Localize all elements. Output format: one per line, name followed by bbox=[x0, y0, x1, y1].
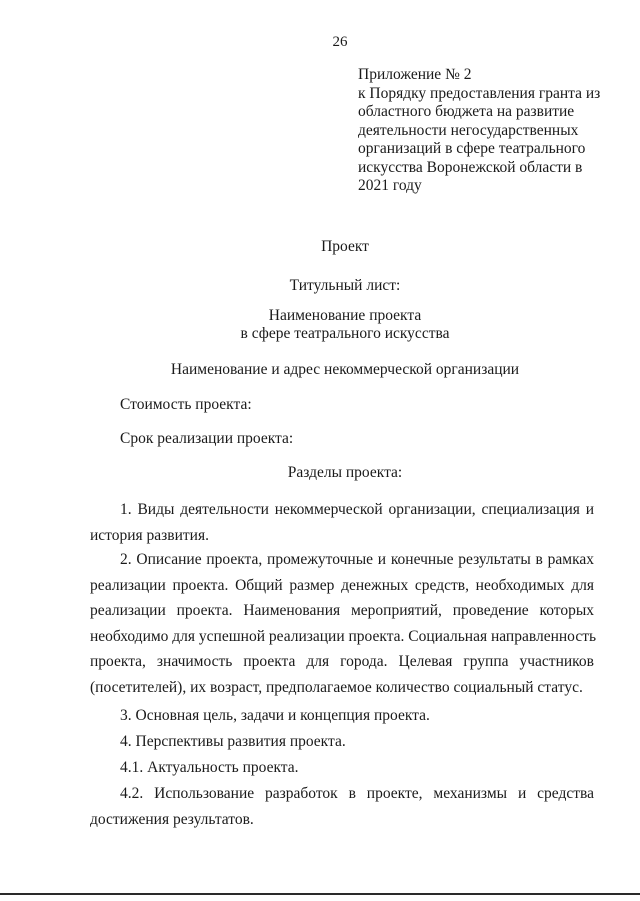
section-line: 4. Перспективы развития проекта. bbox=[120, 733, 346, 750]
section-line: (посетителей), их возраст, предполагаемое количество социальный статус. bbox=[90, 678, 583, 696]
annex-line: Приложение № 2 bbox=[358, 66, 472, 83]
section-1 bbox=[90, 497, 594, 548]
sections-heading: Разделы проекта: bbox=[287, 464, 403, 481]
section-4 bbox=[90, 729, 594, 755]
section-line: реализации проекта. Наименования мероприятий, проведение которых bbox=[90, 602, 594, 619]
scan-edge-line bbox=[0, 893, 640, 895]
section-2 bbox=[90, 547, 597, 700]
annex-line: искусства Воронежской области в bbox=[358, 158, 583, 176]
section-line: 2. Описание проекта, промежуточные и конечные результаты в рамках bbox=[120, 551, 594, 568]
project-name-line2: в сфере театрального искусства bbox=[240, 325, 450, 342]
section-line: 4.2. Использование разработок в проекте, механизмы и средства bbox=[120, 785, 594, 802]
annex-line: 2021 году bbox=[358, 177, 422, 194]
page-number: 26 bbox=[332, 34, 348, 50]
project-name-line1: Наименование проекта bbox=[268, 307, 422, 324]
section-line: 1. Виды деятельности некоммерческой организации, специализация и bbox=[120, 501, 594, 518]
annex-line: областного бюджета на развитие bbox=[358, 103, 575, 120]
section-4-1 bbox=[90, 755, 594, 781]
section-line: история развития. bbox=[90, 526, 209, 544]
annex-line: организаций в сфере театрального bbox=[358, 140, 586, 157]
annex-line: деятельности негосударственных bbox=[358, 121, 579, 139]
section-line: 4.1. Актуальность проекта. bbox=[120, 759, 299, 776]
section-line: 3. Основная цель, задачи и концепция проекта. bbox=[120, 707, 430, 724]
org-name-address: Наименование и адрес некоммерческой организации bbox=[170, 361, 520, 378]
annex-header bbox=[358, 66, 618, 196]
section-3 bbox=[90, 703, 594, 729]
annex-line: к Порядку предоставления гранта из bbox=[358, 84, 601, 102]
section-line: необходимо для успешной реализации проекта. Социальная направленность bbox=[90, 627, 597, 645]
section-line: реализации проекта. Общий размер денежных средств, необходимых для bbox=[90, 576, 594, 594]
section-line: достижения результатов. bbox=[90, 810, 254, 828]
term-field: Срок реализации проекта: bbox=[120, 430, 294, 447]
section-4-2 bbox=[90, 781, 594, 832]
cost-field: Стоимость проекта: bbox=[120, 396, 252, 413]
project-label: Проект bbox=[321, 238, 369, 255]
title-page-label: Титульный лист: bbox=[289, 277, 401, 294]
section-line: проекта, значимость проекта для города. Целевая группа участников bbox=[90, 653, 594, 670]
